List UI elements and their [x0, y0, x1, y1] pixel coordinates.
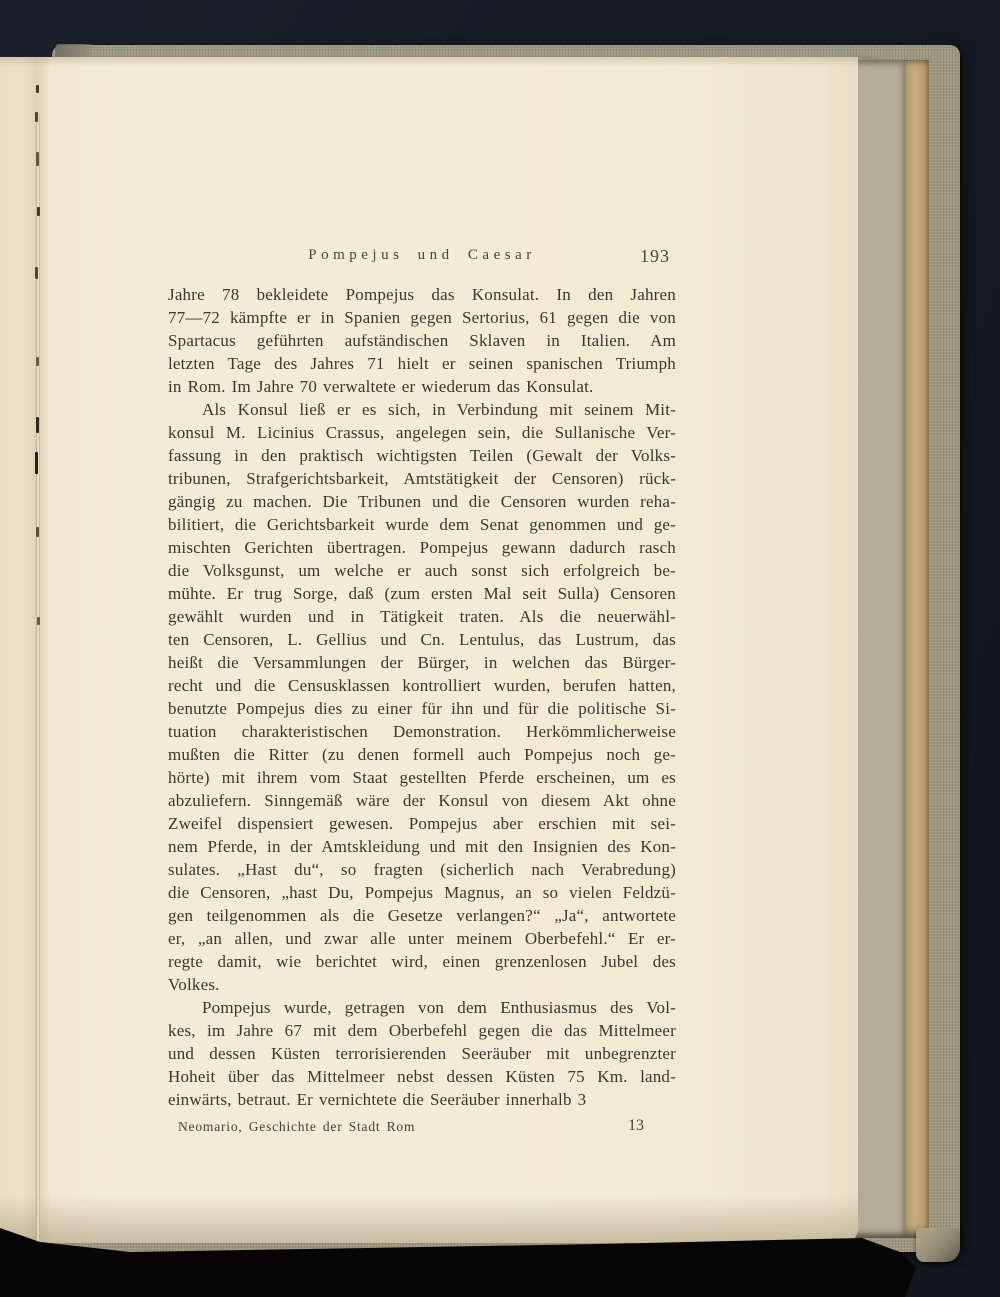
binding-speck — [36, 357, 39, 366]
text-line: konsul M. Licinius Crassus, angelegen sein, die Sullanische Ver- — [168, 423, 676, 442]
text-line: bilitiert, die Gerichtsbarkeit wurde dem Senat genommen und ge- — [168, 515, 676, 534]
text-line: recht und die Censusklassen kontrolliert wurden, berufen hatten, — [168, 676, 676, 695]
binding-speck — [36, 417, 39, 433]
text-line: gängig zu machen. Die Tribunen und die Censoren wurden reha- — [168, 492, 676, 511]
text-line: regte damit, wie berichtet wird, einen grenzenlosen Jubel des — [168, 952, 676, 971]
book-page — [0, 57, 858, 1243]
binding-speck — [37, 207, 40, 216]
binding-speck — [35, 267, 38, 279]
running-header — [168, 247, 676, 267]
text-line: gewählt wurden und in Tätigkeit traten. Als die neuerwähl- — [168, 607, 676, 626]
binding-speck — [35, 452, 38, 474]
binding-speck — [37, 617, 40, 625]
text-line: Volkes. — [168, 975, 220, 994]
binding-speck — [36, 152, 39, 166]
paragraph — [168, 398, 676, 996]
text-line: tribunen, Strafgerichtsbarkeit, Amtstätigkeit der Censoren) rück- — [168, 469, 676, 488]
text-line: in Rom. Im Jahre 70 verwaltete er wiederum das Konsulat. — [168, 377, 594, 396]
text-block — [168, 283, 676, 1111]
gutter-crease — [36, 114, 40, 1296]
cover-bottom-corner — [916, 1228, 960, 1262]
text-line: die Volksgunst, um welche er auch sonst sich erfolgreich be- — [168, 561, 676, 580]
text-line: 77—72 kämpfte er in Spanien gegen Sertorius, 61 gegen die von — [168, 308, 676, 327]
text-line: Jahre 78 bekleidete Pompejus das Konsulat. In den Jahren — [168, 285, 676, 304]
text-line: mühte. Er trug Sorge, daß (zum ersten Mal seit Sulla) Censoren — [168, 584, 676, 603]
paragraph — [168, 996, 676, 1111]
page-fore-edge — [855, 60, 907, 1238]
text-line: letzten Tage des Jahres 71 hielt er seinen spanischen Triumph — [168, 354, 676, 373]
text-line: gen teilgenommen als die Gesetze verlangen?“ „Ja“, antwortete — [168, 906, 676, 925]
text-line: sulates. „Hast du“, so fragten (sicherlich nach Verabredung) — [168, 860, 676, 879]
signature-note: Neomario, Geschichte der Stadt Rom — [178, 1119, 416, 1134]
text-line: Spartacus geführten aufständischen Sklaven in Italien. Am — [168, 331, 676, 350]
text-line: tuation charakteristischen Demonstration. Herkömmlicherweise — [168, 722, 676, 741]
text-line: Als Konsul ließ er es sich, in Verbindung mit seinem Mit- — [202, 400, 676, 419]
text-line: hörte) mit ihrem vom Staat gestellten Pferde erscheinen, um es — [168, 768, 676, 787]
cover-turn-in-edge — [905, 60, 929, 1238]
text-line: abzuliefern. Sinngemäß wäre der Konsul von diesem Akt ohne — [168, 791, 676, 810]
text-line: fassung in den praktisch wichtigsten Teilen (Gewalt der Volks- — [168, 446, 676, 465]
text-line: er, „an allen, und zwar alle unter meinem Oberbefehl.“ Er er- — [168, 929, 676, 948]
signature-number: 13 — [628, 1117, 644, 1134]
text-line: Pompejus wurde, getragen von dem Enthusiasmus des Vol- — [202, 998, 676, 1017]
text-line: benutzte Pompejus dies zu einer für ihn und für die politische Si- — [168, 699, 676, 718]
text-line: Zweifel dispensiert gewesen. Pompejus aber erschien mit sei- — [168, 814, 676, 833]
page-number: 193 — [640, 246, 670, 266]
text-line: einwärts, betraut. Er vernichtete die Seeräuber innerhalb 3 — [168, 1090, 587, 1109]
text-line: Hoheit über das Mittelmeer nebst dessen Küsten 75 Km. land- — [168, 1067, 676, 1086]
text-line: nem Pferde, in der Amtskleidung und mit den Insignien des Kon- — [168, 837, 676, 856]
footer-signature-line — [168, 1117, 676, 1135]
text-line: und dessen Küsten terrorisierenden Seeräuber mit unbegrenzter — [168, 1044, 676, 1063]
text-line: mußten die Ritter (zu denen formell auch Pompejus noch ge- — [168, 745, 676, 764]
paragraph — [168, 283, 676, 398]
text-line: heißt die Versammlungen der Bürger, in welchen das Bürger- — [168, 653, 676, 672]
binding-speck — [36, 85, 39, 93]
text-line: die Censoren, „hast Du, Pompejus Magnus, an so vielen Feldzü- — [168, 883, 676, 902]
text-line: ten Censoren, L. Gellius und Cn. Lentulus, das Lustrum, das — [168, 630, 676, 649]
binding-speck — [36, 527, 39, 537]
running-header-title: Pompejus und Caesar — [308, 247, 536, 263]
binding-speck — [35, 112, 38, 122]
text-line: kes, im Jahre 67 mit dem Oberbefehl gegen die das Mittelmeer — [168, 1021, 676, 1040]
text-line: mischten Gerichten übertragen. Pompejus gewann dadurch rasch — [168, 538, 676, 557]
